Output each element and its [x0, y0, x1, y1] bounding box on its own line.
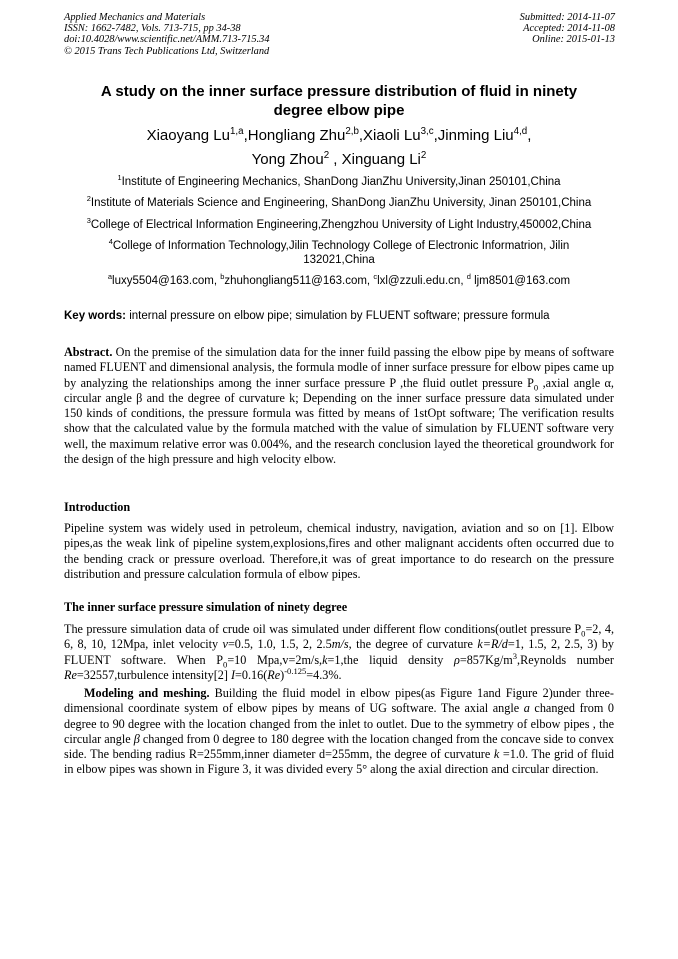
author-name: Hongliang Zhu: [247, 127, 346, 144]
text-run: The pressure simulation data of crude oil was simulated under different flow conditions(outlet pressure P: [64, 622, 582, 636]
subscript: 0: [581, 628, 586, 639]
superscript: 3: [512, 650, 518, 661]
email-mark: b: [220, 272, 225, 282]
text-run: =0.16(: [235, 667, 268, 682]
text-run: =2, 4, 6, 8, 10, 12Mpa, inlet velocity: [64, 622, 614, 652]
affiliation-mark: 1: [117, 173, 122, 183]
email-mark: d: [466, 272, 471, 282]
doi-line: doi:10.4028/www.scientific.net/AMM.713-715.34: [64, 34, 270, 46]
accepted-date: Accepted: 2014-11-08: [523, 23, 615, 35]
author-affiliation-mark: 2: [420, 150, 427, 161]
text-run: =4.3%.: [306, 667, 342, 682]
text-run: =857Kg/m: [459, 652, 513, 667]
affiliation-text: College of Information Technology,Jilin Technology College of Electronic Informatrion, Jilin: [112, 240, 570, 252]
author-name: Xiaoyang Lu: [146, 127, 230, 144]
math-symbol: β: [133, 731, 140, 746]
author-affiliation-mark: 2: [323, 150, 330, 161]
math-symbol: k=R/d: [477, 637, 508, 652]
author-separator: ,: [527, 127, 532, 144]
math-symbol: Re: [64, 667, 77, 682]
section-paragraph-2: [64, 686, 614, 778]
section-paragraph-1: [64, 622, 614, 683]
author-affiliation-mark: 4,d: [513, 126, 528, 137]
affiliation-mark: 4: [108, 237, 113, 247]
superscript: -0.125: [284, 665, 307, 676]
introduction-text: Pipeline system was widely used in petroleum, chemical industry, navigation, aviation and so on [1]. Elbow pipes,as the weak link of pipeline system,explosions,fires and other malignant accidents often occurred due to the bending crack or pressure overload. Therefore,it was of great importance to do research on the pressure distribution and pressure calculation formula of elbow pipes.: [64, 521, 614, 581]
affiliation-mark: 2: [86, 194, 91, 204]
text-run: =32557,turbulence intensity[2]: [76, 667, 231, 682]
keywords-text: internal pressure on elbow pipe; simulation by FLUENT software; pressure formula: [126, 310, 550, 322]
abstract-text: On the premise of the simulation data for the inner fuild passing the elbow pipe by means of software named FLUENT and dimensional analysis, the formula modle of inner surface pressure for elbow pipes came up by analyzing the relationships among the inner surface pressure P ,the fluid outlet pressure P: [64, 345, 614, 390]
text-run: =1.0. The grid of fluid in elbow pipes was shown in Figure 3, it was divided every 5° along the axial direction and circular direction.: [64, 747, 615, 777]
author-list: [64, 124, 614, 172]
affiliation-4: [64, 239, 614, 267]
text-run: Building the fluid model in elbow pipes(as Figure 1and Figure 2)under three-dimensional coordinate system of elbow pipes by means of UG software. The axial angle: [64, 686, 614, 716]
online-date: Online: 2015-01-13: [532, 34, 615, 46]
email-mark: c: [373, 272, 378, 282]
author-name: Xiaoli Lu: [363, 127, 421, 144]
affiliation-3: [64, 218, 614, 232]
affiliation-text: Institute of Materials Science and Engineering, ShanDong JianZhu University, Jinan 250101,China: [90, 197, 592, 209]
text-run: ): [280, 667, 285, 682]
affiliation-2: [64, 196, 614, 210]
author-separator: ,: [243, 127, 248, 144]
affiliation-1: [64, 175, 614, 189]
text-run: =0.5, 1.0, 1.5, 2, 2.5: [227, 637, 332, 652]
author-name: Jinming Liu: [437, 127, 514, 144]
keywords-label: Key words:: [64, 310, 126, 322]
author-affiliation-mark: 2,b: [345, 126, 359, 137]
text-run: ,Reynolds number: [517, 652, 614, 667]
run-in-heading: Modeling and meshing.: [84, 686, 210, 700]
affiliation-text: College of Electrical Information Engineering,Zhengzhou University of Light Industry,450002,China: [90, 219, 592, 231]
issn-line: ISSN: 1662-7482, Vols. 713-715, pp 34-38: [64, 23, 241, 35]
email-address[interactable]: luxy5504@163.com,: [112, 275, 221, 287]
title-line-1: A study on the inner surface pressure distribution of fluid in ninety: [100, 83, 578, 100]
abstract-text: ,axial angle α, circular angle β and the degree of curvature k; Depending on the inner surface pressure data simulated under 150 kinds of conditions, the pressure formula was fitted by means of 1stOpt software; The verification results show that the calculated value by the formula matched with the value of simulation by FLUENT software very well, the maximum relative error was 0.004%, and the research conclusion layed the theoretical groundwork for the design of the high pressure and high velocity elbow.: [64, 375, 614, 467]
text-run: =1,the liquid density: [327, 652, 454, 667]
submitted-date: Submitted: 2014-11-07: [519, 12, 615, 23]
math-symbol: I: [230, 667, 236, 682]
subscript: 0: [223, 659, 228, 670]
keywords: [64, 309, 619, 323]
affiliation-mark: 3: [86, 216, 91, 226]
text-run: =1, 1.5, 2, 2.5, 3) by FLUENT software. When P: [64, 637, 615, 667]
dates-info: [520, 12, 615, 46]
author-name: Yong Zhou: [251, 151, 324, 168]
author-separator: ,: [329, 151, 342, 168]
math-symbol: v: [222, 637, 228, 652]
email-list: [64, 274, 614, 288]
title-line-2: degree elbow pipe: [273, 102, 405, 119]
math-symbol: k: [322, 652, 328, 667]
email-address[interactable]: zhuhongliang511@163.com,: [224, 275, 374, 287]
text-run: changed from 0 degree to 180 degree with the location changed from the concave side to convex side. The bending radius R=255mm,inner diameter d=255mm, the degree of curvature: [64, 731, 614, 762]
author-name: Xinguang Li: [341, 151, 421, 168]
text-run: , the degree of curvature: [348, 637, 478, 652]
author-affiliation-mark: 1,a: [230, 126, 244, 137]
math-symbol: Re: [267, 667, 281, 682]
author-separator: ,: [433, 127, 438, 144]
journal-name: Applied Mechanics and Materials: [64, 12, 206, 23]
math-unit: m/s: [331, 637, 349, 652]
math-symbol: ρ: [453, 652, 460, 667]
math-symbol: k: [493, 747, 500, 762]
author-separator: ,: [358, 127, 364, 144]
abstract: [64, 345, 614, 467]
journal-info: [64, 12, 270, 57]
affiliation-text: Institute of Engineering Mechanics, ShanDong JianZhu University,Jinan 250101,China: [121, 176, 561, 188]
text-run: changed from 0 degree to 90 degree with the location changed from the inlet to outlet. Due to the symmetry of elbow pipes , the circular angle: [64, 701, 614, 746]
email-address[interactable]: ljm8501@163.com: [470, 275, 571, 287]
abstract-label: Abstract.: [64, 345, 113, 359]
paper-title: [64, 82, 614, 120]
copyright-line: © 2015 Trans Tech Publications Ltd, Switzerland: [64, 45, 270, 57]
math-symbol: a: [523, 701, 530, 716]
author-affiliation-mark: 3,c: [420, 126, 434, 137]
subscript: 0: [533, 382, 539, 393]
affiliation-text-cont: 132021,China: [303, 254, 375, 266]
introduction-heading: Introduction: [64, 500, 131, 514]
text-run: =10 Mpa,v=2m/s,: [227, 652, 323, 667]
email-address[interactable]: lxl@zzuli.edu.cn,: [377, 275, 467, 287]
email-mark: a: [107, 272, 113, 282]
section-heading: The inner surface pressure simulation of ninety degree: [64, 600, 348, 614]
